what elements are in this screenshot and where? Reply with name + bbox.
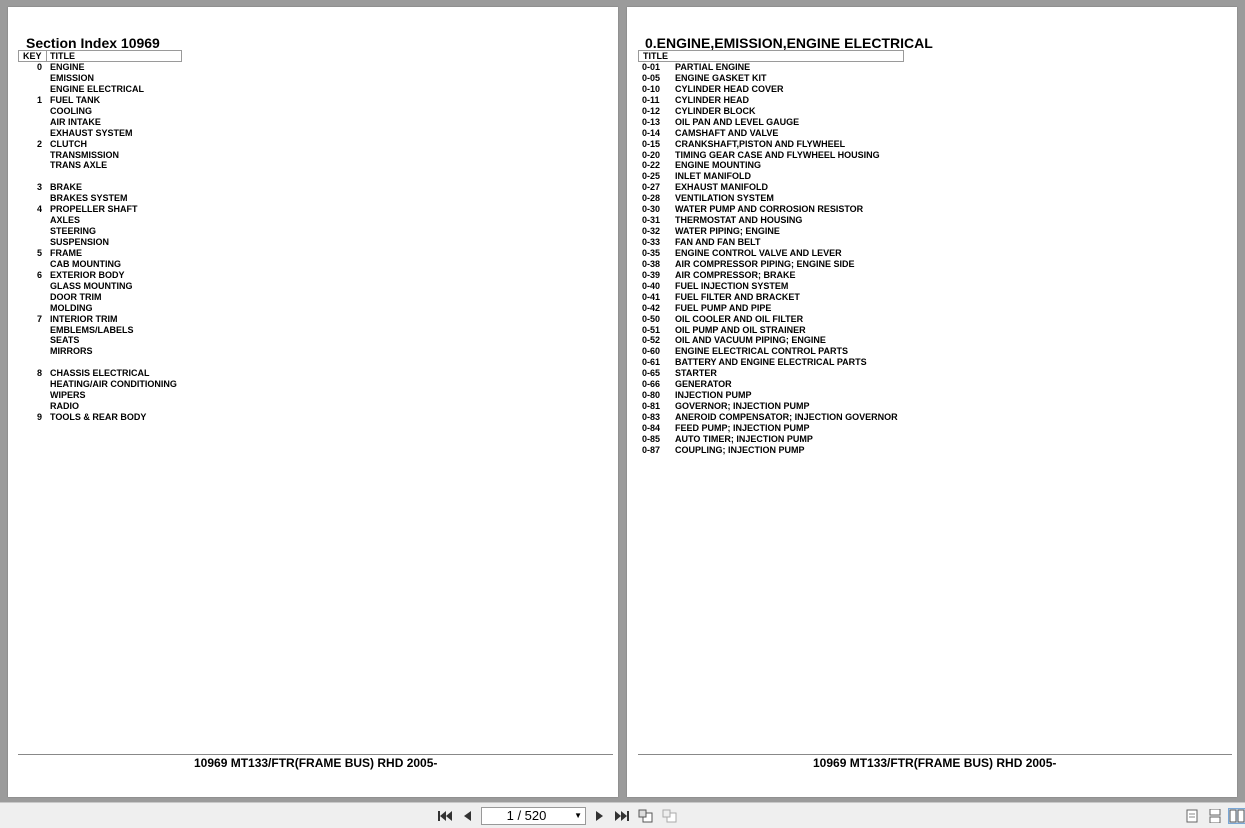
group-name: THERMOSTAT AND HOUSING xyxy=(675,215,803,226)
group-name: INJECTION PUMP xyxy=(675,390,752,401)
group-code: 0-50 xyxy=(642,313,661,324)
index-row xyxy=(26,357,226,368)
group-name: CYLINDER HEAD xyxy=(675,94,750,105)
group-name: EXHAUST MANIFOLD xyxy=(675,182,768,193)
group-code: 0-38 xyxy=(642,258,661,269)
group-code: 0-61 xyxy=(642,357,661,368)
group-row[interactable] xyxy=(642,434,942,445)
group-code: 0-22 xyxy=(642,160,661,171)
index-title: WIPERS xyxy=(50,390,86,401)
group-code: 0-30 xyxy=(642,204,661,215)
index-row xyxy=(26,368,226,379)
group-name: AUTO TIMER; INJECTION PUMP xyxy=(675,433,813,444)
group-code: 0-32 xyxy=(642,226,661,237)
index-row xyxy=(26,237,226,248)
index-row xyxy=(26,270,226,281)
group-code: 0-81 xyxy=(642,401,661,412)
group-code: 0-39 xyxy=(642,269,661,280)
index-title: DOOR TRIM xyxy=(50,291,102,302)
page-footer: 10969 MT133/FTR(FRAME BUS) RHD 2005- xyxy=(194,756,438,770)
group-row[interactable] xyxy=(642,160,942,171)
index-row xyxy=(26,226,226,237)
group-row[interactable] xyxy=(642,368,942,379)
index-key: 7 xyxy=(36,313,42,324)
index-title: PROPELLER SHAFT xyxy=(50,204,138,215)
group-name: ANEROID COMPENSATOR; INJECTION GOVERNOR xyxy=(675,412,898,422)
index-row xyxy=(26,204,226,215)
last-page-icon[interactable] xyxy=(614,809,630,823)
index-row xyxy=(26,193,226,204)
index-title: EMBLEMS/LABELS xyxy=(50,324,134,335)
group-name: COUPLING; INJECTION PUMP xyxy=(675,444,805,455)
index-title: HEATING/AIR CONDITIONING xyxy=(50,379,177,390)
group-row[interactable] xyxy=(642,423,942,434)
group-name: OIL AND VACUUM PIPING; ENGINE xyxy=(675,335,826,346)
group-name: BATTERY AND ENGINE ELECTRICAL PARTS xyxy=(675,357,867,368)
index-key: 3 xyxy=(36,182,42,193)
index-key: 2 xyxy=(36,138,42,149)
group-row[interactable] xyxy=(642,237,942,248)
table-header xyxy=(638,50,904,62)
index-row xyxy=(26,346,226,357)
index-title: EMISSION xyxy=(50,72,95,83)
group-name: FUEL INJECTION SYSTEM xyxy=(675,280,789,291)
next-page-icon[interactable] xyxy=(592,809,608,823)
group-row[interactable] xyxy=(642,325,942,336)
group-code: 0-13 xyxy=(642,116,661,127)
group-row[interactable] xyxy=(642,314,942,325)
index-title: RADIO xyxy=(50,401,79,412)
group-row[interactable] xyxy=(642,128,942,139)
index-row xyxy=(26,150,226,161)
group-row[interactable] xyxy=(642,150,942,161)
single-page-icon[interactable] xyxy=(1184,809,1200,823)
group-name: OIL COOLER AND OIL FILTER xyxy=(675,313,804,324)
index-title: SEATS xyxy=(50,335,80,346)
index-key: 4 xyxy=(36,204,42,215)
first-page-icon[interactable] xyxy=(437,809,453,823)
group-name: ENGINE MOUNTING xyxy=(675,160,762,171)
group-code: 0-05 xyxy=(642,72,661,83)
fit-icon[interactable] xyxy=(662,809,678,823)
group-name: CYLINDER BLOCK xyxy=(675,105,756,116)
index-row xyxy=(26,281,226,292)
index-key: 5 xyxy=(36,247,42,258)
group-name: PARTIAL ENGINE xyxy=(675,62,751,72)
group-name: FUEL FILTER AND BRACKET xyxy=(675,291,800,302)
group-code: 0-42 xyxy=(642,302,661,313)
group-code: 0-85 xyxy=(642,433,661,444)
index-row xyxy=(26,215,226,226)
group-row[interactable] xyxy=(642,139,942,150)
group-code: 0-87 xyxy=(642,444,661,455)
index-row xyxy=(26,401,226,412)
index-row xyxy=(26,171,226,182)
group-row[interactable] xyxy=(642,401,942,412)
column-header-key: KEY xyxy=(23,51,42,61)
group-row[interactable] xyxy=(642,335,942,346)
group-code: 0-27 xyxy=(642,182,661,193)
index-title: CLUTCH xyxy=(50,138,87,149)
group-code: 0-60 xyxy=(642,346,661,357)
group-name: TIMING GEAR CASE AND FLYWHEEL HOUSING xyxy=(675,149,880,160)
index-row xyxy=(26,73,226,84)
group-code: 0-66 xyxy=(642,379,661,390)
group-name: VENTILATION SYSTEM xyxy=(675,193,774,204)
index-row xyxy=(26,139,226,150)
index-title: TRANS AXLE xyxy=(50,160,108,171)
group-row[interactable] xyxy=(642,357,942,368)
group-row[interactable] xyxy=(642,84,942,95)
group-name: ENGINE CONTROL VALVE AND LEVER xyxy=(675,247,842,258)
index-title: MIRRORS xyxy=(50,346,93,357)
group-name: FEED PUMP; INJECTION PUMP xyxy=(675,422,810,433)
group-row[interactable] xyxy=(642,303,942,314)
previous-page-icon[interactable] xyxy=(459,809,475,823)
index-title: CAB MOUNTING xyxy=(50,258,121,269)
footer-divider xyxy=(18,754,613,755)
group-name: GENERATOR xyxy=(675,379,732,390)
index-title: EXTERIOR BODY xyxy=(50,269,125,280)
group-row[interactable] xyxy=(642,259,942,270)
group-row[interactable] xyxy=(642,412,942,423)
index-title: STEERING xyxy=(50,226,97,237)
group-row[interactable] xyxy=(642,390,942,401)
left-page xyxy=(8,7,618,797)
group-code: 0-51 xyxy=(642,324,661,335)
group-code: 0-11 xyxy=(642,94,660,105)
group-row[interactable] xyxy=(642,182,942,193)
page-title: Section Index 10969 xyxy=(26,35,160,51)
page-title: 0.ENGINE,EMISSION,ENGINE ELECTRICAL xyxy=(645,35,933,51)
index-row xyxy=(26,106,226,117)
group-code: 0-15 xyxy=(642,138,661,149)
index-title: COOLING xyxy=(50,105,92,116)
group-row[interactable] xyxy=(642,193,942,204)
group-code: 0-84 xyxy=(642,422,661,433)
index-row xyxy=(26,182,226,193)
index-row xyxy=(26,379,226,390)
rotate-icon[interactable] xyxy=(638,809,654,823)
index-row xyxy=(26,314,226,325)
group-row[interactable] xyxy=(642,95,942,106)
index-key: 6 xyxy=(36,269,42,280)
column-header-title: TITLE xyxy=(50,51,75,61)
index-title: MOLDING xyxy=(50,302,93,313)
index-row xyxy=(26,292,226,303)
group-row[interactable] xyxy=(642,248,942,259)
group-code: 0-35 xyxy=(642,247,661,258)
index-row xyxy=(26,128,226,139)
group-name: CYLINDER HEAD COVER xyxy=(675,83,784,94)
index-title: BRAKES SYSTEM xyxy=(50,193,128,204)
index-row xyxy=(26,117,226,128)
group-name: FUEL PUMP AND PIPE xyxy=(675,302,772,313)
index-title: EXHAUST SYSTEM xyxy=(50,127,133,138)
group-name: INLET MANIFOLD xyxy=(675,171,751,182)
group-row[interactable] xyxy=(642,281,942,292)
group-code: 0-80 xyxy=(642,390,661,401)
continuous-icon[interactable] xyxy=(1207,809,1223,823)
right-page xyxy=(627,7,1237,797)
group-name: OIL PUMP AND OIL STRAINER xyxy=(675,324,806,335)
group-code: 0-33 xyxy=(642,237,661,247)
index-key: 9 xyxy=(36,412,42,422)
index-row xyxy=(26,62,226,73)
group-row[interactable] xyxy=(642,292,942,303)
group-row[interactable] xyxy=(642,171,942,182)
index-title: ENGINE ELECTRICAL xyxy=(50,83,145,94)
group-row[interactable] xyxy=(642,226,942,237)
index-row xyxy=(26,248,226,259)
group-code: 0-28 xyxy=(642,193,661,204)
group-row[interactable] xyxy=(642,346,942,357)
viewer-toolbar xyxy=(0,802,1245,828)
page-footer: 10969 MT133/FTR(FRAME BUS) RHD 2005- xyxy=(813,756,1057,770)
index-row xyxy=(26,412,226,423)
group-name: STARTER xyxy=(675,368,717,379)
facing-pages-icon[interactable] xyxy=(1229,809,1245,823)
group-code: 0-10 xyxy=(642,83,661,94)
index-title: TRANSMISSION xyxy=(50,149,120,160)
group-name: GOVERNOR; INJECTION PUMP xyxy=(675,401,810,412)
index-row xyxy=(26,84,226,95)
group-code: 0-01 xyxy=(642,62,661,72)
group-code: 0-25 xyxy=(642,171,661,182)
group-row[interactable] xyxy=(642,62,942,73)
page-indicator: 1 / 520 xyxy=(506,808,547,823)
index-key: 0 xyxy=(36,62,42,72)
index-title: SUSPENSION xyxy=(50,237,110,247)
index-row xyxy=(26,390,226,401)
index-title: GLASS MOUNTING xyxy=(50,280,133,291)
group-name: AIR COMPRESSOR; BRAKE xyxy=(675,269,796,280)
page-number-select[interactable] xyxy=(481,807,586,825)
index-title: FUEL TANK xyxy=(50,94,101,105)
group-row[interactable] xyxy=(642,215,942,226)
group-code: 0-14 xyxy=(642,127,661,138)
group-name: FAN AND FAN BELT xyxy=(675,237,761,247)
group-name: ENGINE GASKET KIT xyxy=(675,72,767,83)
index-key: 8 xyxy=(36,368,42,379)
group-code: 0-52 xyxy=(642,335,661,346)
index-row xyxy=(26,325,226,336)
group-code: 0-65 xyxy=(642,368,661,379)
group-name: AIR COMPRESSOR PIPING; ENGINE SIDE xyxy=(675,258,855,269)
group-name: CRANKSHAFT,PISTON AND FLYWHEEL xyxy=(675,138,846,149)
group-name: ENGINE ELECTRICAL CONTROL PARTS xyxy=(675,346,849,357)
group-row[interactable] xyxy=(642,445,942,456)
index-title: AXLES xyxy=(50,215,81,226)
group-name: CAMSHAFT AND VALVE xyxy=(675,127,779,138)
group-row[interactable] xyxy=(642,379,942,390)
group-row[interactable] xyxy=(642,73,942,84)
group-list xyxy=(642,62,942,456)
index-title: BRAKE xyxy=(50,182,83,193)
index-title: FRAME xyxy=(50,247,82,258)
group-name: WATER PIPING; ENGINE xyxy=(675,226,780,237)
group-code: 0-83 xyxy=(642,412,661,422)
index-title: INTERIOR TRIM xyxy=(50,313,118,324)
group-code: 0-41 xyxy=(642,291,661,302)
index-title: TOOLS & REAR BODY xyxy=(50,412,147,422)
group-code: 0-20 xyxy=(642,149,661,160)
footer-divider xyxy=(638,754,1232,755)
group-row[interactable] xyxy=(642,117,942,128)
group-code: 0-31 xyxy=(642,215,661,226)
column-header-title: TITLE xyxy=(643,51,668,61)
group-code: 0-12 xyxy=(642,105,661,116)
index-key: 1 xyxy=(36,94,42,105)
index-row xyxy=(26,95,226,106)
section-index-list xyxy=(26,62,226,423)
index-row xyxy=(26,160,226,171)
index-row xyxy=(26,335,226,346)
index-title: AIR INTAKE xyxy=(50,116,101,127)
group-row[interactable] xyxy=(642,204,942,215)
index-title: ENGINE xyxy=(50,62,85,72)
group-row[interactable] xyxy=(642,270,942,281)
group-name: WATER PUMP AND CORROSION RESISTOR xyxy=(675,204,864,215)
chevron-down-icon: ▼ xyxy=(574,811,582,820)
index-row xyxy=(26,259,226,270)
group-name: OIL PAN AND LEVEL GAUGE xyxy=(675,116,800,127)
group-code: 0-40 xyxy=(642,280,661,291)
index-title: CHASSIS ELECTRICAL xyxy=(50,368,150,379)
group-row[interactable] xyxy=(642,106,942,117)
table-header xyxy=(18,50,182,62)
index-row xyxy=(26,303,226,314)
